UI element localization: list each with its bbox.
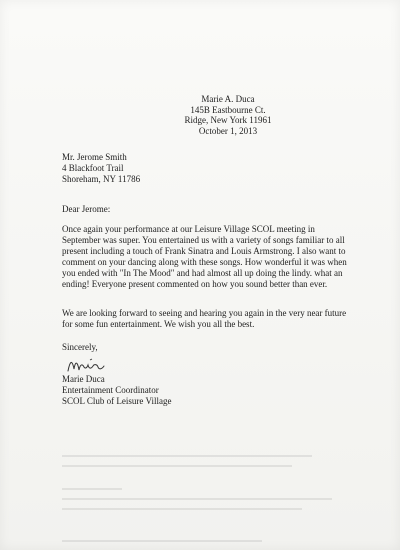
closing: Sincerely, [62, 342, 98, 352]
recipient-name: Mr. Jerome Smith [62, 152, 127, 162]
show-through-line [62, 498, 332, 500]
recipient-address-block [62, 152, 140, 185]
show-through-line [62, 488, 122, 490]
sender-name: Marie A. Duca [201, 94, 255, 104]
body-paragraph-2: We are looking forward to seeing and hearing you again in the very near future for some fun entertainment. We wish you all the best. [62, 308, 347, 329]
show-through-line [62, 540, 262, 542]
recipient-city: Shoreham, NY 11786 [62, 174, 141, 184]
salutation: Dear Jerome: [62, 204, 111, 214]
signer-organization: SCOL Club of Leisure Village [62, 396, 172, 406]
sender-street: 145B Eastbourne Ct. [190, 104, 266, 115]
signer-title: Entertainment Coordinator [62, 385, 159, 395]
show-through-line [62, 508, 302, 510]
show-through-line [62, 465, 292, 467]
letter-date: October 1, 2013 [198, 125, 258, 136]
show-through-line [62, 455, 312, 457]
signer-name: Marie Duca [62, 374, 105, 384]
signature-block [62, 374, 171, 407]
sender-city: Ridge, New York 11961 [184, 115, 272, 125]
body-paragraph-1: Once again your performance at our Leisure Village SCOL meeting in September was super. You entertained us with a variety of songs familiar to all present including a touch of Frank Sinatra and Louis Armstrong. I also want to comment on your dancing along with these songs. How wonderful it was when you ended with "In The Mood" and had almost all up doing the lindy. what an ending! Everyone present commented on how you sound better than ever. [62, 224, 347, 289]
sender-address-block [168, 94, 288, 136]
recipient-street: 4 Blackfoot Trail [62, 163, 124, 173]
